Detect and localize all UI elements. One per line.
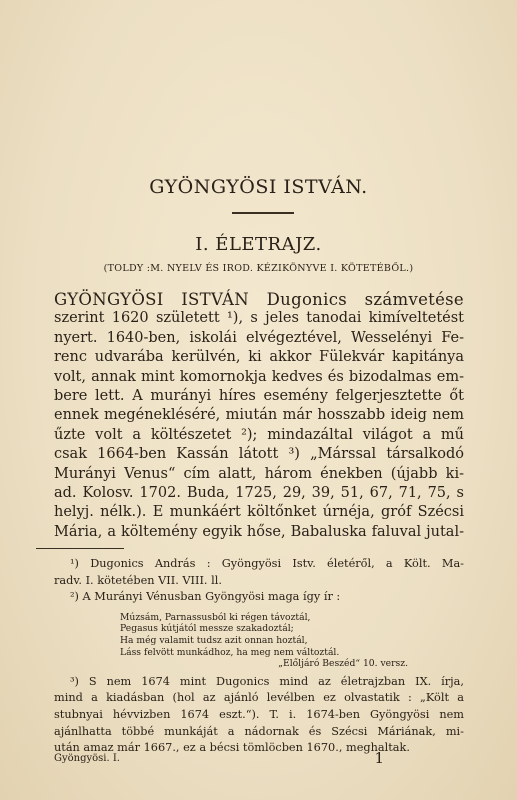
body-line: Mária, a költemény egyik hőse, Babaluska faluval jutal-: [54, 523, 464, 540]
printer-signature: Gyöngyösi. I.: [54, 753, 120, 764]
body-line: ennek megénekléséré, miután már hosszabb ideig nem: [54, 407, 464, 424]
footnote-1-line: ¹) Dugonics András : Gyöngyösi Istv. életéről, a Költ. Ma-: [70, 557, 464, 570]
footnote-2-intro: ²) A Murányi Vénusban Gyöngyösi maga így ír :: [70, 590, 341, 604]
body-line: szerint 1620 született ¹), s jeles tanodai kimíveltetést: [54, 310, 464, 327]
source-note: (TOLDY :M. NYELV ÉS IROD. KÉZIKÖNYVE I. KÖTETÉBŐL.): [103, 263, 414, 274]
body-line: csak 1664-ben Kassán látott ³) „Márssal társalkodó: [54, 446, 464, 463]
footnote-1-line: radv. I. kötetében VII. VIII. ll.: [54, 573, 222, 587]
body-line: ad. Kolosv. 1702. Buda, 1725, 29, 39, 51, 67, 71, 75, s: [54, 485, 464, 502]
page-footer: [54, 749, 384, 771]
body-line: GYÖNGYÖSI ISTVÁN Dugonics számvetése: [54, 290, 464, 309]
body-text: [54, 290, 464, 542]
chapter-title: GYÖNGYÖSI ISTVÁN.: [149, 176, 368, 198]
footnote-3-line: után amaz már 1667., ez a bécsi tömlöcben 1670., meghaltak.: [54, 741, 410, 755]
body-line: bere lett. A murányi híres esemény felgerjesztette őt: [54, 388, 464, 405]
verse-source: „Előljáró Beszéd“ 10. versz.: [278, 658, 408, 670]
body-line: Murányi Venus“ cím alatt, három énekben (újabb ki-: [54, 465, 464, 482]
verse-line: Múzsám, Parnassusból ki régen távoztál,: [120, 611, 311, 623]
footnote-3-line: mind a kiadásban (hol az ajánló levélben ez olvastatik : „Költ a: [54, 691, 464, 705]
verse-line: Ha még valamit tudsz azit onnan hoztál,: [120, 634, 308, 646]
footnote-3-line: ³) S nem 1674 mint Dugonics mind az életrajzban IX. írja,: [70, 674, 464, 688]
footnotes: [54, 556, 464, 757]
footnote-3-line: stubnyai hévvizben 1674 eszt.“). T. i. 1674-ben Gyöngyösi nem: [54, 707, 464, 721]
verse-line: Pegasus kútjától messze szakadoztál;: [120, 623, 294, 635]
footnote-3-line: ajánlhatta többé munkáját a nádornak és Szécsi Máriának, mi-: [54, 724, 464, 738]
footnote-rule: [36, 548, 124, 549]
body-line: volt, annak mint komornokja kedves és bizodalmas em-: [54, 368, 464, 385]
body-line: helyj. nélk.). E munkáért költőnket úrnéja, gróf Szécsi: [54, 504, 464, 521]
page-number: 1: [374, 749, 384, 767]
verse-line: Láss felvött munkádhoz, ha meg nem változtál.: [120, 646, 340, 658]
body-line: űzte volt a költészetet ²); mindazáltal világot a mű: [54, 426, 464, 443]
body-line: renc udvarába kerülvén, ki akkor Fülekvár kapitánya: [54, 349, 464, 366]
section-heading: I. ÉLETRAJZ.: [195, 234, 322, 255]
body-line: nyert. 1640-ben, iskolái elvégeztével, Wesselényi Fe-: [54, 329, 464, 346]
verse-quote: [120, 612, 464, 670]
title-rule: [232, 212, 294, 214]
